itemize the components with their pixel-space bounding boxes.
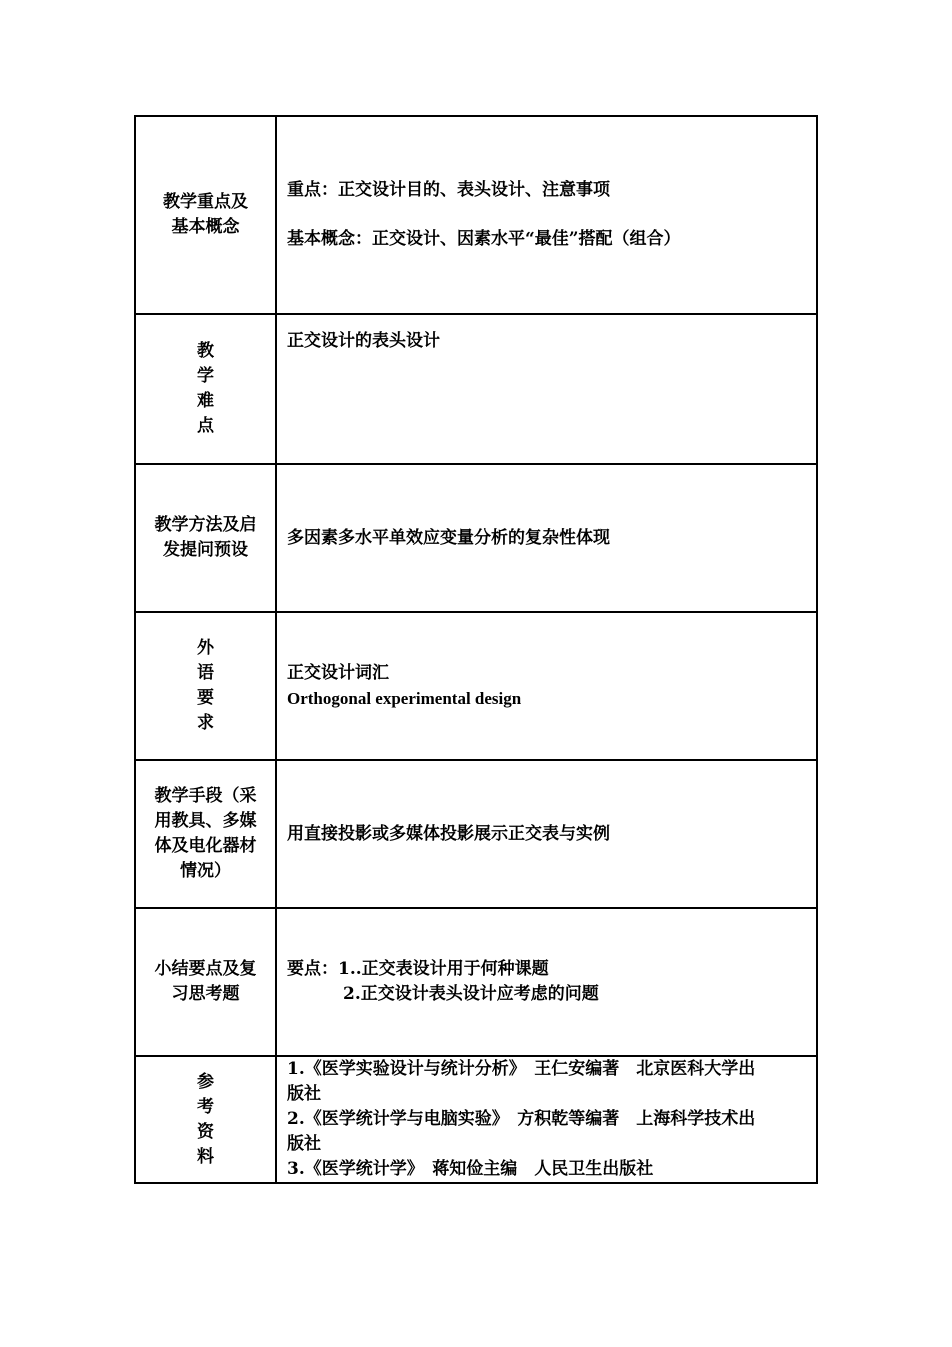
row-content [276,116,817,314]
content-line: 要点：1..正交表设计用于何种课题 [287,959,549,979]
reference-line: 1.《医学实验设计与统计分析》 王仁安编著 北京医科大学出 [287,1059,756,1079]
row-content [276,760,817,908]
table-row [135,116,817,314]
reference-line: 版社 [287,1134,321,1154]
label-line: 点 [197,416,214,436]
label-line: 体及电化器材 [154,836,257,856]
label-line: 教学重点及 [163,192,248,212]
table-row [135,760,817,908]
content-line: 基本概念：正交设计、因素水平“最佳”搭配（组合） [287,229,681,249]
label-line: 参 [197,1071,214,1092]
table-row [135,314,817,464]
label-line: 基本概念 [171,217,240,237]
label-line: 教学方法及启 [154,515,257,535]
row-label [135,314,276,464]
label-line: 小结要点及复 [154,959,257,979]
table-row [135,464,817,612]
content-line: 正交设计词汇 [287,663,389,683]
label-line: 学 [197,366,214,386]
label-line: 求 [197,713,214,733]
label-line: 语 [197,663,214,683]
table-row [135,612,817,760]
reference-line: 3.《医学统计学》 蒋知俭主编 人民卫生出版社 [287,1159,654,1179]
label-line: 外 [197,638,214,658]
row-label [135,760,276,908]
row-content [276,908,817,1056]
table-row [135,1056,817,1183]
label-line: 用教具、多媒 [154,811,257,831]
label-line: 情况） [180,861,231,881]
row-label [135,908,276,1056]
label-line: 料 [197,1146,214,1167]
row-content [276,464,817,612]
label-line: 教学手段（采 [154,786,257,806]
content-line: 正交设计的表头设计 [287,331,440,351]
content-line: 2.正交设计表头设计应考虑的问题 [343,984,599,1004]
row-label [135,1056,276,1183]
content-line: 用直接投影或多媒体投影展示正交表与实例 [287,823,610,844]
row-label [135,612,276,760]
label-line: 要 [197,688,214,708]
label-line: 考 [197,1096,214,1117]
label-line: 教 [197,341,214,361]
reference-line: 版社 [287,1084,321,1104]
row-content [276,1056,817,1183]
label-line: 资 [197,1121,214,1142]
spacer [287,203,810,227]
row-label [135,464,276,612]
content-line: Orthogonal experimental design [287,689,522,708]
content-line: 重点：正交设计目的、表头设计、注意事项 [287,180,610,200]
row-content [276,314,817,464]
content-line: 多因素多水平单效应变量分析的复杂性体现 [287,527,610,548]
label-line: 习思考题 [171,984,240,1004]
label-line: 发提问预设 [163,540,248,560]
table-row [135,908,817,1056]
reference-line: 2.《医学统计学与电脑实验》 方积乾等编著 上海科学技术出 [287,1109,756,1129]
row-label [135,116,276,314]
lesson-plan-table [134,115,818,1184]
row-content [276,612,817,760]
label-line: 难 [197,391,214,411]
